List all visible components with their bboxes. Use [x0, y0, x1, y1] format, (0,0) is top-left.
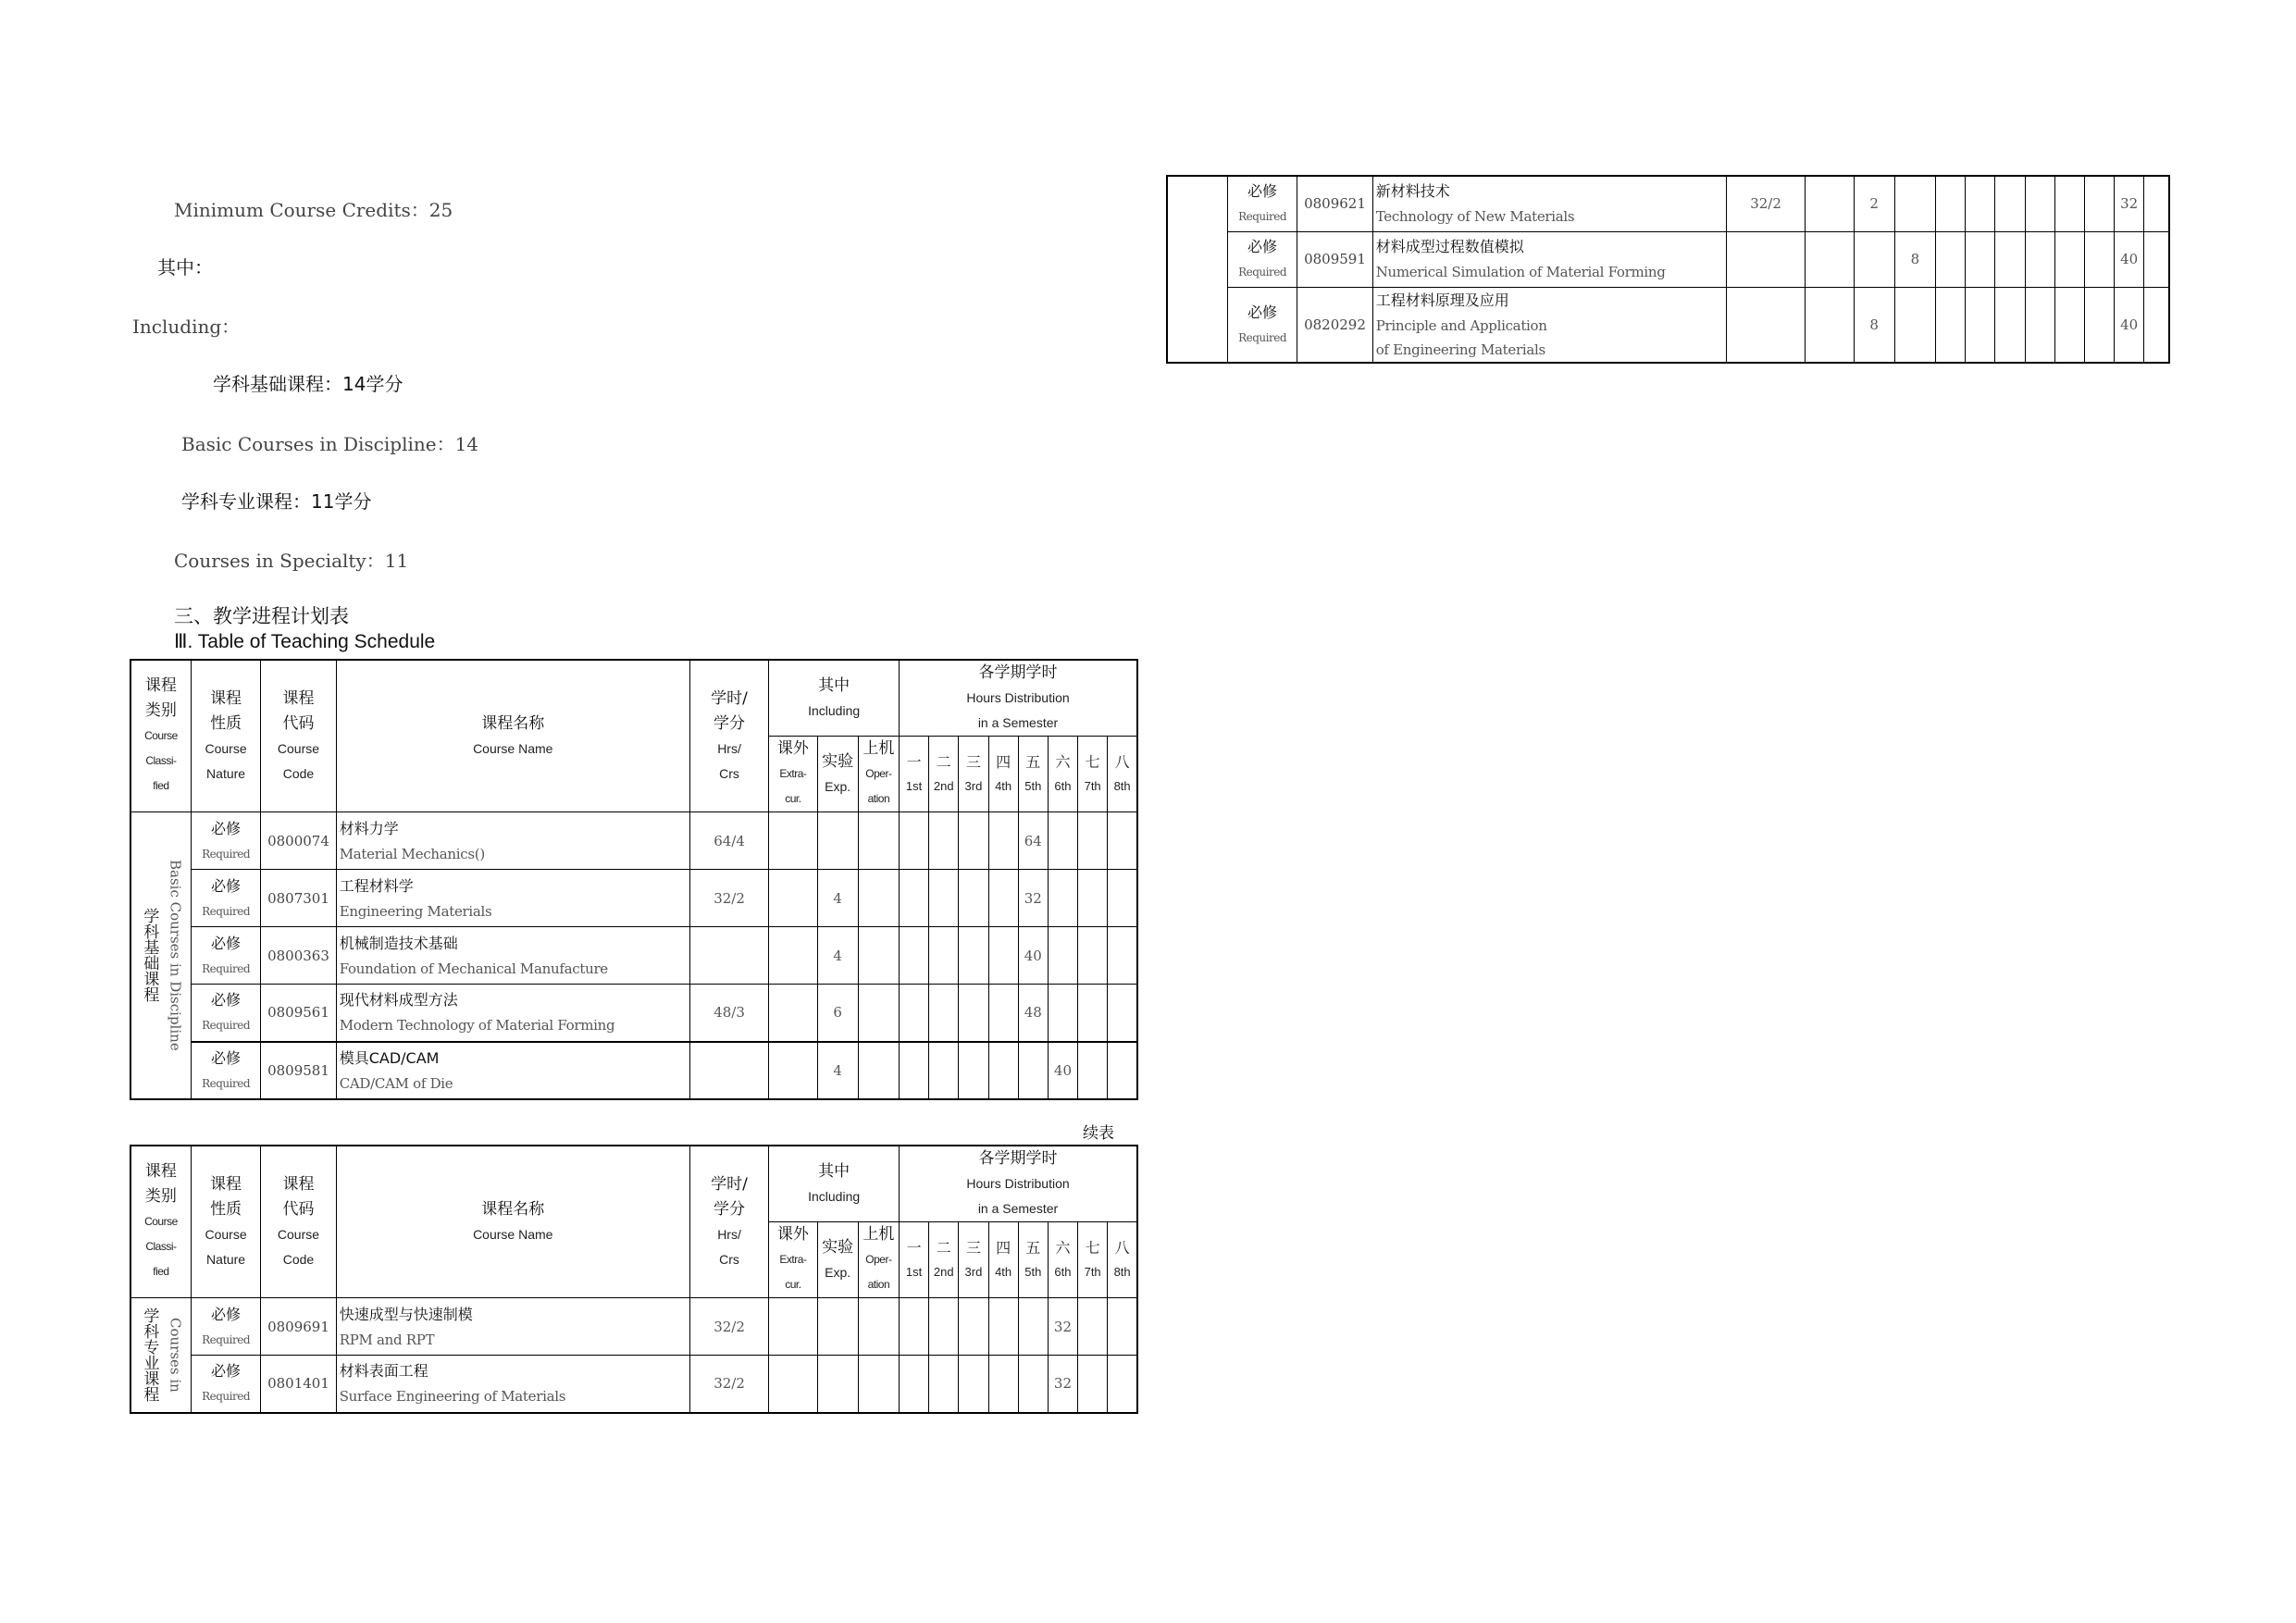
course-name-cell: 模具CAD/CAM CAD/CAM of Die: [336, 1042, 689, 1099]
sem-cell: [2144, 287, 2169, 363]
sem-cell: [2025, 287, 2054, 363]
extra-cell: [769, 812, 817, 870]
sem-cell: 40: [1048, 1042, 1077, 1099]
header-nature: 课程 性质 Course Nature: [191, 1146, 260, 1298]
sem-cell: [929, 927, 959, 985]
table-row: [1167, 231, 2169, 287]
category-zh: 学科专业课程: [140, 1307, 159, 1403]
oper-cell: [1894, 287, 1935, 363]
table-row: [1167, 287, 2169, 363]
sem-cell: [900, 1298, 929, 1356]
header-sem-1: 一 1st: [900, 1222, 929, 1298]
sem-cell: [959, 870, 988, 927]
extra-cell: [1806, 287, 1854, 363]
header-hours-credits: 学时/ 学分 Hrs/ Crs: [689, 660, 768, 812]
sem-cell: [1936, 231, 1966, 287]
sem-cell: 40: [2115, 287, 2144, 363]
sem-cell: [2054, 176, 2084, 231]
sem-cell: [988, 812, 1018, 870]
table-row: [130, 1356, 1137, 1413]
specialty-credits-en: Courses in Specialty：11: [174, 550, 409, 572]
sem-cell: [1108, 812, 1137, 870]
sem-cell: [1078, 927, 1108, 985]
header-hours-distribution: 各学期学时 Hours Distribution in a Semester: [900, 660, 1137, 737]
sem-cell: [929, 870, 959, 927]
extra-cell: [769, 1042, 817, 1099]
header-sem-5: 五 5th: [1018, 1222, 1048, 1298]
sem-cell: [2025, 231, 2054, 287]
sem-cell: [1018, 1356, 1048, 1413]
oper-cell: [858, 927, 899, 985]
header-hours-credits: 学时/ 学分 Hrs/ Crs: [689, 1146, 768, 1298]
code-cell: 0809621: [1297, 176, 1372, 231]
nature-cell: 必修 Required: [191, 870, 260, 927]
nature-cell: 必修 Required: [191, 812, 260, 870]
hours-cell: [1726, 287, 1805, 363]
section-title-zh: 三、教学进程计划表: [174, 606, 349, 627]
table-row: [130, 1042, 1137, 1099]
sem-cell: [959, 812, 988, 870]
category-en: Basic Courses in Discipline: [167, 859, 184, 1051]
sem-cell: [2144, 176, 2169, 231]
hours-cell: [689, 927, 768, 985]
sem-cell: 32: [1018, 870, 1048, 927]
minimum-credits: Minimum Course Credits：25: [174, 199, 453, 221]
course-name-cell: 工程材料学 Engineering Materials: [336, 870, 689, 927]
table-row: [130, 1298, 1137, 1356]
category-cell-basic: [130, 812, 191, 1099]
sem-cell: [929, 1356, 959, 1413]
specialty-credits-zh: 学科专业课程：11学分: [181, 490, 372, 513]
oper-cell: [858, 812, 899, 870]
oper-cell: [858, 870, 899, 927]
sem-cell: [929, 812, 959, 870]
table-row: [1167, 176, 2169, 231]
hours-cell: [689, 1042, 768, 1099]
sem-cell: [1108, 985, 1137, 1042]
hours-cell: 32/2: [689, 1298, 768, 1356]
sem-cell: [1995, 176, 2025, 231]
extra-cell: [769, 985, 817, 1042]
sem-cell: [1995, 287, 2025, 363]
header-code: 课程 代码 Course Code: [261, 1146, 336, 1298]
sem-cell: [959, 985, 988, 1042]
code-cell: 0801401: [261, 1356, 336, 1413]
oper-cell: 8: [1894, 231, 1935, 287]
category-cell-specialty: [130, 1298, 191, 1413]
extra-cell: [769, 927, 817, 985]
code-cell: 0800074: [261, 812, 336, 870]
category-en: Courses in: [167, 1317, 184, 1393]
header-sem-4: 四 4th: [988, 737, 1018, 812]
sem-cell: [900, 1356, 929, 1413]
extra-cell: [769, 1356, 817, 1413]
exp-cell: 8: [1854, 287, 1894, 363]
sem-cell: [1936, 287, 1966, 363]
sem-cell: [2144, 231, 2169, 287]
oper-cell: [858, 985, 899, 1042]
nature-cell: 必修 Required: [191, 985, 260, 1042]
header-category: 课程 类别 Course Classi- fied: [130, 660, 191, 812]
sem-cell: 48: [1018, 985, 1048, 1042]
section-title-en: Ⅲ. Table of Teaching Schedule: [174, 631, 436, 652]
sem-cell: 32: [2115, 176, 2144, 231]
sem-cell: [900, 985, 929, 1042]
sem-cell: [959, 927, 988, 985]
sem-cell: 64: [1018, 812, 1048, 870]
header-sem-5: 五 5th: [1018, 737, 1048, 812]
sem-cell: [988, 985, 1018, 1042]
header-sem-2: 二 2nd: [929, 737, 959, 812]
header-course-name: 课程名称 Course Name: [336, 1146, 689, 1298]
course-name-cell: 材料力学 Material Mechanics(): [336, 812, 689, 870]
sem-cell: [1078, 985, 1108, 1042]
sem-cell: [1995, 231, 2025, 287]
header-including: 其中 Including: [769, 1146, 900, 1222]
header-sem-6: 六 6th: [1048, 1222, 1077, 1298]
sem-cell: [959, 1042, 988, 1099]
oper-cell: [1894, 176, 1935, 231]
course-name-cell: 新材料技术 Technology of New Materials: [1372, 176, 1726, 231]
oper-cell: [858, 1356, 899, 1413]
table-row: [130, 812, 1137, 870]
sem-cell: [1108, 870, 1137, 927]
sem-cell: [1966, 231, 1995, 287]
oper-cell: [858, 1042, 899, 1099]
schedule-table-basic: [130, 659, 1138, 1100]
header-sem-8: 八 8th: [1108, 1222, 1137, 1298]
code-cell: 0807301: [261, 870, 336, 927]
nature-cell: 必修 Required: [1227, 231, 1297, 287]
hours-cell: [1726, 231, 1805, 287]
sem-cell: [1108, 927, 1137, 985]
sem-cell: [988, 870, 1018, 927]
course-name-cell: 材料成型过程数值模拟 Numerical Simulation of Material Forming: [1372, 231, 1726, 287]
header-sem-4: 四 4th: [988, 1222, 1018, 1298]
sem-cell: [2084, 287, 2114, 363]
basic-credits-en: Basic Courses in Discipline：14: [181, 433, 479, 455]
sem-cell: [900, 1042, 929, 1099]
extra-cell: [1806, 231, 1854, 287]
exp-cell: 2: [1854, 176, 1894, 231]
extra-cell: [769, 870, 817, 927]
table-body: [1167, 176, 2169, 363]
category-zh: 学科基础课程: [140, 908, 159, 1003]
sem-cell: [2054, 231, 2084, 287]
sem-cell: [988, 1298, 1018, 1356]
oper-cell: [858, 1298, 899, 1356]
sem-cell: [900, 870, 929, 927]
sem-cell: [1108, 1298, 1137, 1356]
schedule-table-continued: [1166, 175, 2170, 364]
sem-cell: [1018, 1042, 1048, 1099]
sem-cell: 32: [1048, 1356, 1077, 1413]
table-row: [130, 870, 1137, 927]
sem-cell: [988, 1356, 1018, 1413]
sem-cell: 32: [1048, 1298, 1077, 1356]
including-label-zh: 其中：: [157, 256, 213, 279]
sem-cell: [929, 985, 959, 1042]
sem-cell: [1018, 1298, 1048, 1356]
header-category: 课程 类别 Course Classi- fied: [130, 1146, 191, 1298]
header-extra: 课外 Extra- cur.: [769, 1222, 817, 1298]
code-cell: 0820292: [1297, 287, 1372, 363]
sem-cell: [1936, 176, 1966, 231]
basic-credits-zh: 学科基础课程：14学分: [213, 373, 403, 395]
sem-cell: [959, 1298, 988, 1356]
code-cell: 0809591: [1297, 231, 1372, 287]
nature-cell: 必修 Required: [191, 1298, 260, 1356]
sem-cell: [1078, 870, 1108, 927]
code-cell: 0809691: [261, 1298, 336, 1356]
exp-cell: [817, 1356, 858, 1413]
sem-cell: [1108, 1042, 1137, 1099]
header-sem-8: 八 8th: [1108, 737, 1137, 812]
sem-cell: [2084, 231, 2114, 287]
header-sem-7: 七 7th: [1078, 1222, 1108, 1298]
table-row: [130, 927, 1137, 985]
header-exp: 实验 Exp.: [817, 1222, 858, 1298]
exp-cell: 6: [817, 985, 858, 1042]
nature-cell: 必修 Required: [191, 1042, 260, 1099]
header-code: 课程 代码 Course Code: [261, 660, 336, 812]
table-header: [130, 660, 1137, 812]
header-including: 其中 Including: [769, 660, 900, 737]
sem-cell: [1078, 1042, 1108, 1099]
sem-cell: [988, 927, 1018, 985]
sem-cell: 40: [2115, 231, 2144, 287]
hours-cell: 48/3: [689, 985, 768, 1042]
header-sem-2: 二 2nd: [929, 1222, 959, 1298]
sem-cell: [900, 927, 929, 985]
course-name-cell: 机械制造技术基础 Foundation of Mechanical Manufacture: [336, 927, 689, 985]
schedule-table-specialty: [130, 1145, 1138, 1414]
nature-cell: 必修 Required: [191, 927, 260, 985]
header-sem-3: 三 3rd: [959, 1222, 988, 1298]
header-sem-6: 六 6th: [1048, 737, 1077, 812]
sem-cell: [2054, 287, 2084, 363]
sem-cell: [988, 1042, 1018, 1099]
sem-cell: [1078, 812, 1108, 870]
table-row: [130, 985, 1137, 1042]
course-name-cell: 材料表面工程 Surface Engineering of Materials: [336, 1356, 689, 1413]
exp-cell: [817, 1298, 858, 1356]
sem-cell: [1048, 812, 1077, 870]
sem-cell: [1048, 927, 1077, 985]
code-cell: 0809561: [261, 985, 336, 1042]
sem-cell: [1048, 870, 1077, 927]
header-nature: 课程 性质 Course Nature: [191, 660, 260, 812]
hours-cell: 32/2: [689, 870, 768, 927]
sem-cell: [1078, 1356, 1108, 1413]
including-label-en: Including：: [132, 316, 241, 338]
exp-cell: 4: [817, 1042, 858, 1099]
continued-label: 续表: [1083, 1124, 1114, 1143]
exp-cell: [817, 812, 858, 870]
table-header: [130, 1146, 1137, 1298]
nature-cell: 必修 Required: [191, 1356, 260, 1413]
header-sem-3: 三 3rd: [959, 737, 988, 812]
hours-cell: 64/4: [689, 812, 768, 870]
sem-cell: [1048, 985, 1077, 1042]
sem-cell: [1108, 1356, 1137, 1413]
header-extra: 课外 Extra- cur.: [769, 737, 817, 812]
hours-cell: 32/2: [689, 1356, 768, 1413]
header-exp: 实验 Exp.: [817, 737, 858, 812]
course-name-cell: 工程材料原理及应用 Principle and Application of Engineering Materials: [1372, 287, 1726, 363]
exp-cell: 4: [817, 870, 858, 927]
table-body: [130, 1298, 1137, 1413]
header-course-name: 课程名称 Course Name: [336, 660, 689, 812]
sem-cell: [2084, 176, 2114, 231]
extra-cell: [1806, 176, 1854, 231]
sem-cell: [1966, 176, 1995, 231]
sem-cell: [1966, 287, 1995, 363]
sem-cell: [1078, 1298, 1108, 1356]
sem-cell: 40: [1018, 927, 1048, 985]
sem-cell: [959, 1356, 988, 1413]
hours-cell: 32/2: [1726, 176, 1805, 231]
nature-cell: 必修 Required: [1227, 176, 1297, 231]
extra-cell: [769, 1298, 817, 1356]
course-name-cell: 现代材料成型方法 Modern Technology of Material Forming: [336, 985, 689, 1042]
header-oper: 上机 Oper- ation: [858, 737, 899, 812]
sem-cell: [2025, 176, 2054, 231]
category-cell-continued: [1167, 176, 1227, 363]
code-cell: 0809581: [261, 1042, 336, 1099]
header-sem-7: 七 7th: [1078, 737, 1108, 812]
exp-cell: 4: [817, 927, 858, 985]
course-name-cell: 快速成型与快速制模 RPM and RPT: [336, 1298, 689, 1356]
exp-cell: [1854, 231, 1894, 287]
code-cell: 0800363: [261, 927, 336, 985]
header-sem-1: 一 1st: [900, 737, 929, 812]
sem-cell: [929, 1042, 959, 1099]
nature-cell: 必修 Required: [1227, 287, 1297, 363]
table-body: [130, 812, 1137, 1099]
sem-cell: [929, 1298, 959, 1356]
header-hours-distribution: 各学期学时 Hours Distribution in a Semester: [900, 1146, 1137, 1222]
header-oper: 上机 Oper- ation: [858, 1222, 899, 1298]
sem-cell: [900, 812, 929, 870]
